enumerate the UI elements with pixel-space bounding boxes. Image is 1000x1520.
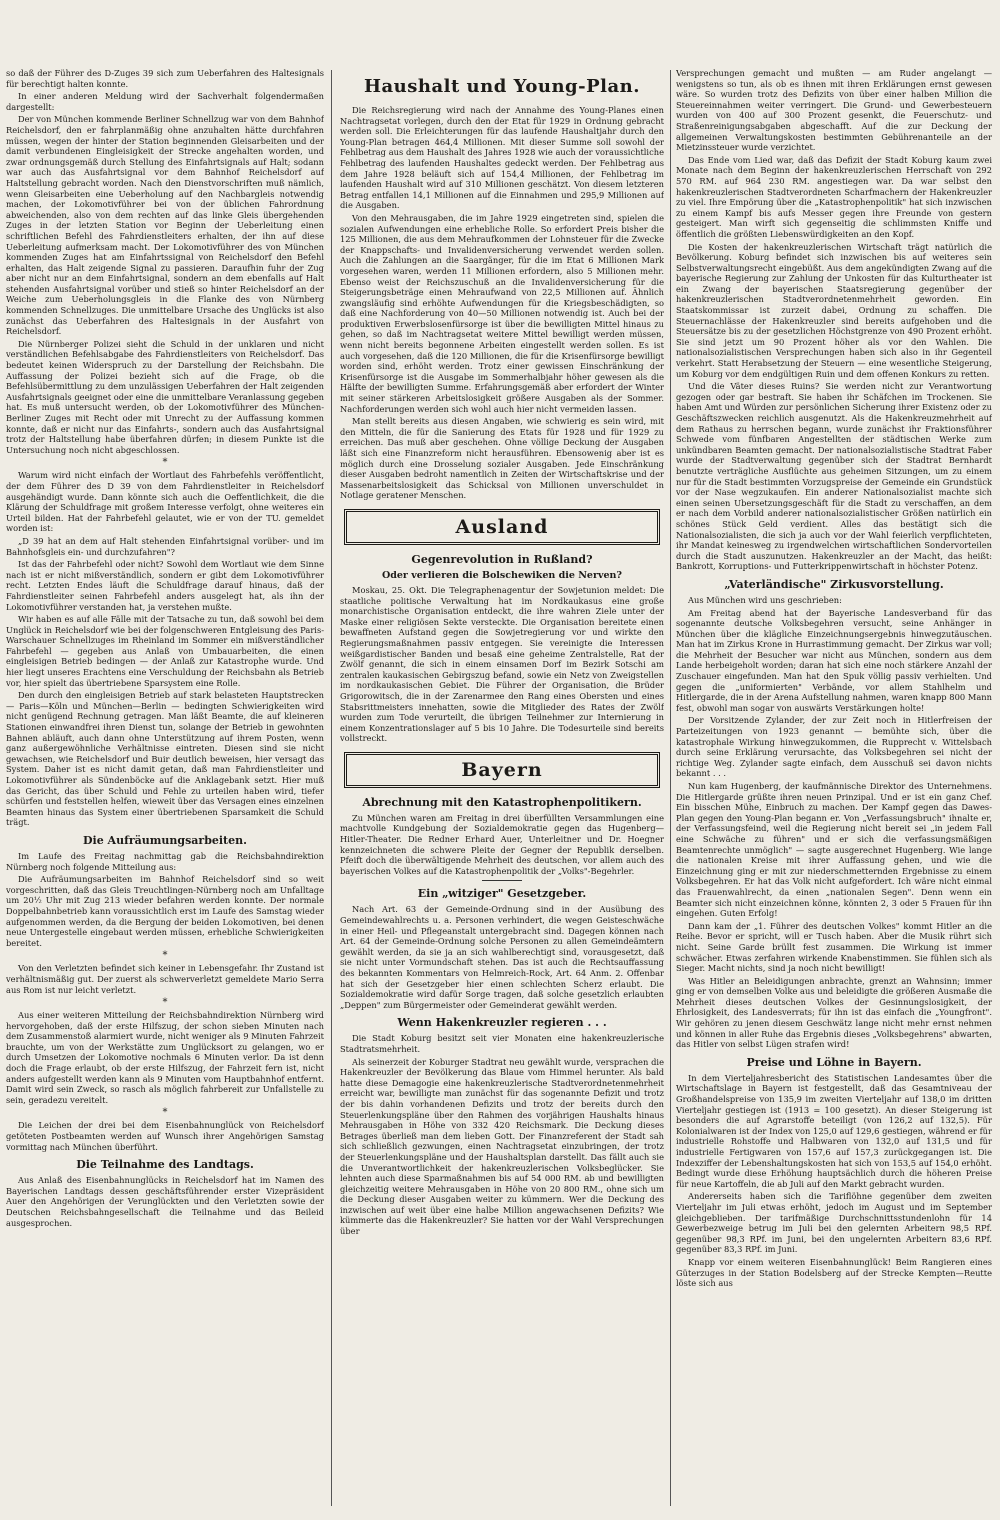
article-paragraph: Aus Anlaß des Eisenbahnunglücks in Reichelsdorf hat im Namen des Bayerischen Landtags dessen geschäftsführender erster Vizepräsident Auer den Angehörigen der Verunglückten und den Verletzten sowie der Deutschen Reichsbahngesellschaft die Teilnahme und das Beileid ausgesprochen. [6, 1175, 324, 1228]
article-headline: Gegenrevolution in Rußland? [411, 552, 593, 566]
separator-star: * [162, 457, 168, 469]
article-headline: Haushalt und Young-Plan. [364, 76, 640, 97]
article-paragraph: Das Ende vom Lied war, daß das Defizit der Stadt Koburg kaum zwei Monate nach dem Beginn der hakenkreuzlerischen Herrschaft von 292 570 RM. auf 964 230 RM. angestiegen war. Da war selbst den hakenkreuzlerischen Stadtverordneten Scharfmachern der Hakenkreuzler zu viel. Ihre Empörung über die „Katastrophenpolitik" hat sich inzwischen zu einem Kampf bis aufs Messer gegen ihre Freunde von gestern gesteigert. Man wirft sich gegenseitig die schlimmsten Kniffe und öffentlich die größten Liebenswürdigkeiten an den Kopf. [676, 154, 992, 239]
article-paragraph: Aus einer weiteren Mitteilung der Reichsbahndirektion Nürnberg wird hervorgehoben, daß der erste Hilfszug, der schon sieben Minuten nach dem Zusammenstoß alarmiert wurde, nicht weniger als 9 Minuten Fahrzeit brauchte, um von der Werkstätte zum Unglücksort zu gelangen, wo er durch Umsetzen der Lokomotive nochmals 6 Minuten verlor. Da ist denn doch die Frage erlaubt, ob der erste Hilfszug, der Fahrzeit fern ist, nicht anders aufgestellt werden kann als 9 Minuten vom Hauptbahnhof entfernt. Damit wird sein Zweck, so rasch als möglich fahrbereit zur Unfallstelle zu sein, geradezu vereitelt. [6, 1010, 324, 1105]
article-paragraph: Aus München wird uns geschrieben: [688, 594, 842, 605]
separator-star: * [162, 997, 168, 1009]
article-paragraph: Nun kam Hugenberg, der kaufmännische Direktor des Unternehmens. Die Hitlergarde grüßte ihren neuen Prinzipal. Und er ist ein ganz Chef. Ein bisschen Mühe, Einbruch zu machen. Der Kampf gegen das Dawes-Plan gegen den Young-Plan begann er. Von „Verfassungsbruch" ihnalte er, der Verfassungsfeind, weil die Regierung nicht bereit sei „in jedem Fall eine Schwäche zu führen" und er sich die verfassungsmäßigen Beamtenrechte unmöglich" — sagte ausgerechnet Hugenberg. Wie lange die nationalen Kreise mit ihrer Auffassung gehen, und wie die Einzeichnung ging er mit zur niederschmetternden Ergebnisse zu einem Volksbegehren. Er hat das Volk nicht aufgefordert. Ich wäre nicht einmal das Frauenwahlrecht, da einen „nationalen Segen". Denn wenn ein Beamter sich nicht einzeichnen könne, könnten 2, 3 oder 5 Frauen für ihn eingehen. Guten Erfolg! [676, 781, 992, 919]
article-headline: Abrechnung mit den Katastrophenpolitikern. [362, 795, 642, 809]
article-paragraph: so daß der Führer des D-Zuges 39 sich zum Ueberfahren des Haltesignals für berechtigt halten konnte. [6, 68, 324, 89]
article-paragraph: Die Leichen der drei bei dem Eisenbahnunglück von Reichelsdorf getöteten Postbeamten werden auf Wunsch ihrer Angehörigen Samstag vormittag nach München überführt. [6, 1120, 324, 1152]
article-paragraph: Die Nürnberger Polizei sieht die Schuld in der unklaren und nicht verständlichen Befehlsabgabe des Fahrdienstleiters von Reichelsdorf. Das bedeutet keinen Widerspruch zu der Darstellung der Reichsbahn. Die Auffassung der Polizei bezieht sich auf die Frage, ob die Befehlsübermittlung zu dem unzulässigen Ueberfahren der Halt zeigenden Ausfahrtsignals geeignet oder eine die unmittelbare Veranlassung gegeben hat. Es muß untersucht werden, ob der Lokomotivführer des München-Berliner Zuges mit Recht oder mit Unrecht zu der Auffassung kommen konnte, daß er nicht nur das Einfahrts-, sondern auch das Ausfahrtsignal trotz der Haltstellung habe überfahren dürfen; in diesem Punkte ist die Untersuchung noch nicht abgeschlossen. [6, 338, 324, 455]
article-paragraph: Warum wird nicht einfach der Wortlaut des Fahrbefehls veröffentlicht, der dem Führer des D 39 von dem Fahrdienstleiter in Reichelsdorf ausgehändigt wurde. Dann könnte sich auch die Oeffentlichkeit, die die Klärung der Schuldfrage mit großem Interesse verfolgt, ohne weiteres ein Urteil bilden. Hat der Fahrbefehl gelautet, wie er von der TU. gemeldet worden ist: [6, 470, 324, 534]
section-banner-bayern: Bayern [344, 752, 660, 788]
article-paragraph: Die Reichsregierung wird nach der Annahme des Young-Planes einen Nachtragsetat vorlegen, durch den der Etat für 1929 in Ordnung gebracht werden soll. Die Erleichterungen für das laufende Haushaltjahr durch den Young-Plan betragen 464,4 Millionen. Mit dieser Summe soll sowohl der Fehlbetrag aus dem Haushalt des Jahres 1928 wie auch der voraussichtliche Fehlbetrag des laufenden Haushaltes gedeckt werden. Der Fehlbetrag aus dem Jahre 1928 beläuft sich auf 154,4 Millionen, der Fehlbetrag im laufenden Haushalt wird auf 310 Millionen geschätzt. Von diesem letzteren Betrag entfallen 14,1 Millionen auf die Einnahmen und 295,9 Millionen auf die Ausgaben. [340, 105, 664, 211]
article-paragraph: Von den Verletzten befindet sich keiner in Lebensgefahr. Ihr Zustand ist verhältnismäßig gut. Der zuerst als schwerverletzt gemeldete Mario Serra aus Rom ist nur leicht verletzt. [6, 963, 324, 995]
column-left [6, 68, 324, 1508]
column-divider [670, 70, 671, 1506]
article-paragraph: Im Laufe des Freitag nachmittag gab die Reichsbahndirektion Nürnberg noch folgende Mitteilung aus: [6, 850, 324, 872]
article-paragraph: In einer anderen Meldung wird der Sachverhalt folgendermaßen dargestellt: [6, 91, 324, 112]
article-paragraph: Die Aufräumungsarbeiten im Bahnhof Reichelsdorf sind so weit vorgeschritten, daß das Gleis Treuchtlingen-Nürnberg noch am Unfalltage um 20½ Uhr mit Zug 213 wieder befahren werden konnte. Der normale Doppelbahnbetrieb kann voraussichtlich erst im Laufe des Samstag wieder aufgenommen werden, da die Bergung der beiden Lokomotiven, bei denen neue Untergestelle eingebaut werden müssen, erhebliche Schwierigkeiten bereitet. [6, 874, 324, 948]
article-paragraph: Knapp vor einem weiteren Eisenbahnunglück! Beim Rangieren eines Güterzuges in der Station Bodelsberg auf der Strecke Kempten—Reutte löste sich aus [676, 1256, 992, 1289]
article-paragraph: In dem Vierteljahresbericht des Statistischen Landesamtes über die Wirtschaftslage in Bayern ist festgestellt, daß das Gesamtniveau der Großhandelspreise von 135,9 im zweiten Vierteljahr auf 138,0 im dritten Vierteljahr gestiegen ist (1913 = 100 gesetzt). An dieser Steigerung ist besonders die auf Agrarstoffe beteiligt (von 126,2 auf 132,5). Für Kolonialwaren ist der Index von 125,0 auf 129,6 gestiegen, während er für industrielle Rohstoffe und Halbwaren von 132,0 auf 131,5 und für industrielle Fertigwaren von 157,6 auf 157,3 zurückgegangen ist. Die Indexziffer der Lebenshaltungskosten hat sich von 153,5 auf 154,0 erhöht. Bedingt wurde diese Erhöhung hauptsächlich durch die höheren Preise für neue Kartoffeln, die ab Juli auf den Markt gebracht wurden. [676, 1072, 992, 1189]
section-heading: Die Aufräumungsarbeiten. [83, 833, 247, 847]
article-paragraph: Am Freitag abend hat der Bayerische Landesverband für das sogenannte deutsche Volksbegehren versucht, seine Anhänger in München über die klägliche Einzeichnungsergebnis hinwegzutäuschen. Man hat im Zirkus Krone in Hurrastimmung gemacht. Der Zirkus war voll; die Mehrheit der Besucher war nicht aus München, sondern aus dem Lande herbeigeholt worden; daran hat sich eine noch stärkere Anzahl der Zuschauer eingefunden. Man hat den Spuk völlig passiv verhielten. Und gegen die „uniformierten" Verbände, vor allem Stahlhelm und Hitlergarde, die in der Arena Aufstellung nahmen, waren knapp 800 Mann fest, obwohl man sogar von auswärts Verstärkungen holte! [676, 607, 992, 713]
article-headline: Ein „witziger" Gesetzgeber. [417, 887, 587, 901]
article-paragraph: Was Hitler an Beleidigungen anbrachte, grenzt an Wahnsinn; immer ging er von demselben Volke aus und beleidigte die größeren Ausmaße die Mehrheit dieses deutschen Volkes der Gesinnungslosigkeit, der Ehrlosigkeit, des Landesverrats; für ihn ist das einfach die „Youngfront". Wir gehören zu jenen diesem Geschwätz lange nicht mehr ernst nehmen und können in aller Ruhe das Ergebnis dieses „Volksbegehrens" abwarten, das Hitler von selbst Lügen strafen wird! [676, 975, 992, 1050]
article-paragraph: „D 39 hat an dem auf Halt stehenden Einfahrtsignal vorüber- und im Bahnhofsgleis ein- und durchzufahren"? [6, 535, 324, 557]
article-paragraph: Den durch den eingleisigen Betrieb auf stark belasteten Hauptstrecken — Paris—Köln und München—Berlin — bedingten Schwierigkeiten wird nicht genügend Rechnung getragen. Man läßt Beamte, die auf kleineren Stationen einwandfrei ihren Dienst tun, solange der Betrieb in gewohnten Bahnen abläuft, auch dann ohne Unterstützung auf ihrem Posten, wenn ganz außergewöhnliche Verhältnisse eintreten. Diesen sind sie nicht gewachsen, wie Reichelsdorf und Buir deutlich beweisen, hier versagt das System. Daher ist es nicht damit getan, daß man Fahrdienstleiter und Lokomotivführer als Sündenböcke auf die Anklagebank setzt. Hier muß das Gericht, das über Schuld und Fehle zu urteilen haben wird, tiefer schürfen und feststellen helfen, wieweit über das Versagen eines einzelnen Beamten hinaus das System einer übertriebenen Sparsamkeit die Schuld trägt. [6, 690, 324, 828]
article-paragraph: Die Stadt Koburg besitzt seit vier Monaten eine hakenkreuzlerische Stadtratsmehrheit. [340, 1033, 664, 1054]
article-paragraph: Die Kosten der hakenkreuzlerischen Wirtschaft trägt natürlich die Bevölkerung. Koburg befindet sich inzwischen bis auf weiteres sein Selbstverwaltungsrecht eingebüßt. Aus dem angekündigten Zwang auf die bayerische Regierung zur Zahlung der Unkosten für das Kulturtheater ist ein Zwang der bayerischen Staatsregierung gegenüber der hakenkreuzlerischen Stadtverordnetenmehrheit geworden. Ein Staatskommissar ist zurzeit dabei, Ordnung zu schaffen. Die Steuernachlässe der Hakenkreuzler sind bereits aufgehoben und die Steuersätze bis zu der gesetzlichen Höchstgrenze von 490 Prozent erhöht. Sie sind jetzt um 90 Prozent höher als vor den Wahlen. Die nationalsozialistischen Versprechungen haben sich also in ihr Gegenteil verkehrt. Statt Herabsetzung der Steuern — eine wesentliche Steigerung, um Koburg vor dem endgültigen Ruin und dem offenen Konkurs zu retten. [676, 241, 992, 379]
article-paragraph: Der Vorsitzende Zylander, der zur Zeit noch in Hitlerfreisen der Parteizeitungen von 1923 genannt — bemühte sich, über die katastrophale Wirkung hinwegzukommen, die Rupprecht v. Wittelsbach durch seine Erklärung verursachte, das Volksbegehren sei nicht der richtige Weg. Zylander sagte einfach, dem Ausschuß sei davon nichts bekannt . . . [676, 715, 992, 779]
column-divider [331, 70, 332, 1506]
divider [482, 880, 522, 881]
article-paragraph: Der von München kommende Berliner Schnellzug war von dem Bahnhof Reichelsdorf, den er fahrplanmäßig ohne anzuhalten hätte durchfahren müssen, wegen der hinter der Station beginnenden Gleisarbeiten und der damit verbundenen Eingleisigkeit der Strecke angehalten worden, und zwar ordnungsgemäß durch Stellung des Einfahrtsignals auf Halt; sodann war auch das Ausfahrtsignal vor dem Bahnhof Reichelsdorf auf Haltstellung gebracht worden. Nach den Dienstvorschriften muß nämlich, wenn Gleisarbeiten eine Ueberholung auf den Nachbargleis notwendig machen, der Lokomotivführer bei von der üblichen Fahrordnung abweichenden, also von dem rechten auf das linke Gleis übergehenden Zuges in der letzten Station vor Beginn der Ueberleitung einen schriftlichen Befehl des Fahrdienstleiters erhalten, der ihn auf diese Ueberleitung aufmerksam macht. Der Lokomotivführer des von München kommenden Zuges hat am Einfahrtssignal von Reichelsdorf den Befehl erhalten, das Halt zeigende Signal zu passieren. Daraufhin fuhr der Zug aber nicht nur an dem Einfahrtsignal, sondern an dem ebenfalls auf Halt stehenden Ausfahrtsignal vorüber und stieß so hinter Reichelsdorf an der Weiche zum Ueberholungsgleis in die Flanke des von Nürnberg kommenden Schnellzuges. Die unmittelbare Ursache des Unglücks ist also zunächst das Ueberfahren des Haltesignals in der Ausfahrt von Reichelsdorf. [6, 114, 324, 337]
article-paragraph: Und die Väter dieses Ruins? Sie werden nicht zur Verantwortung gezogen oder gar bestraft. Sie haben ihr Schäfchen im Trockenen. Sie haben Amt und Würden zur persönlichen Sicherung ihrer Existenz oder zu Geschäftszwecken reichlich ausgenutzt. Als die Hakenkreuzmehrheit auf dem Rathaus zu herrschen begann, wurde zunächst ihr Fraktionsführer Schwede vom fünfbaren Angestellten der städtischen Werke zum unkündbaren Beamten gemacht. Der nationalsozialistische Stadtrat Faber wurde der Stadtverwaltung gegenüber sich der Stadtrat Bernhardt benutzte verträgliche Ausflüchte aus geheimen Sitzungen, um zu einem nur für die Stadt bestimmten Vorzugspreise der Gemeinde ein Grundstück vor der Nase wegzukaufen. Ein anderer Nationalsozialist machte sich einen seinen Ubersetzungsgeschäft für die Stadt zu verschaffen, an dem er nach dem Vorbild anderer nationalsozialistischer Größen natürlich ein schönes Stück Geld verdient. Alles das bestätigt sich die Nationalsozialisten, die sich ja auch vor der Wahl feierlich verpflichteten, ihr Mandat keinesweg zu irgendwelchen wirtschaftlichen Sondervorteilen durch die Stadt auszunutzen. Hakenkreuzler an der Macht, das heißt: Bankrott, Korruptions- und Futterkrippenwirtschaft in höchster Potenz. [676, 381, 992, 572]
article-paragraph: Wir haben es auf alle Fälle mit der Tatsache zu tun, daß sowohl bei dem Unglück in Reichelsdorf wie bei der folgenschweren Entgleisung des Paris-Warschauer Schnellzuges im Rheinland im Sommer ein mißverständlicher Fahrbefehl — gegeben aus Anlaß von Umbauarbeiten, die einen eingleisigen Betrieb bedingen — der Anlaß zur Katastrophe wurde. Und hier liegt unseres Erachtens eine Verschuldung der Reichsbahn als Betrieb vor, hier spielt das übertriebene Sparsystem eine Rolle. [6, 614, 324, 688]
article-paragraph: Versprechungen gemacht und mußten — am Ruder angelangt — wenigstens so tun, als ob es ihnen mit ihren Erklärungen ernst gewesen wäre. So wurden trotz des Defizits von über einer halben Million die Steuereinnahmen weiter verringert. Die Grund- und Gewerbesteuern wurden von 400 auf 300 Prozent gesenkt, die Feuerschutz- und Straßenreinigungsabgaben abgeschafft. Auf die zur Deckung der allgemeinen Verwaltungskosten bestimmten Gebührenanteile an der Mietzinssteuer wurde verzichtet. [676, 68, 992, 153]
article-headline: Wenn Hakenkreuzler regieren . . . [397, 1016, 607, 1030]
article-paragraph: Andererseits haben sich die Tariflöhne gegenüber dem zweiten Vierteljahr im Juli etwas erhöht, jedoch im August und im September gleichgeblieben. Der tarifmäßige Durchschnittsstundenlohn für 14 Gewerbezweige betrug im Juli bei den gelernten Arbeitern 98,5 RPf. gegenüber 98,3 RPf. im Juni, bei den ungelernten Arbeitern 83,6 RPf. gegenüber 83,3 RPf. im Juni. [676, 1191, 992, 1255]
article-headline: Preise und Löhne in Bayern. [746, 1055, 922, 1069]
article-subheadline: Oder verlieren die Bolschewiken die Nerven? [381, 569, 623, 581]
article-paragraph: Ist das der Fahrbefehl oder nicht? Sowohl dem Wortlaut wie dem Sinne nach ist er nicht mißverständlich, sondern er gibt dem Lokomotivführer recht. Letzten Endes läuft die Schuldfrage darauf hinaus, daß der Fahrdienstleiter seinen Fahrbefehl anders ausgelegt hat, als ihn der Lokomotivführer verstanden hat, ja verstehen mußte. [6, 559, 324, 612]
article-paragraph: Moskau, 25. Okt. Die Telegraphenagentur der Sowjetunion meldet: Die staatliche politische Verwaltung hat im Nordkaukasus eine große monarchistische Organisation entdeckt, die ihre wahren Ziele unter der Maske einer religiösen Sekte versteckte. Die Organisation bereitete einen bewaffneten Aufstand gegen die Sowjetregierung vor und wirkte den Regierungsmaßnahmen passiv entgegen. Sie vereinigte die Interessen weißgardistischer Banden und besaß eine geheime Zentralstelle, Rat der Zwölf genannt, die sich in einem einsamen Dorf im Bezirk Sotschi am zentralen kaukasischen Gebirgszug befand, sowie ein Netz von Zweigstellen im nordkaukasischen Gebiet. Die Führer der Organisation, die Brüder Grigorowitsch, die in der Zarenarmee den Rang eines Obersten und eines Stabsrittmeisters innehatten, sowie die Mitglieder des Rates der Zwölf wurden zum Tode verurteilt, die übrigen Teilnehmer zur Internierung in einem Konzentrationslager auf 5 bis 10 Jahre. Die Todesurteile sind bereits vollstreckt. [340, 584, 664, 744]
article-paragraph: Als seinerzeit der Koburger Stadtrat neu gewählt wurde, versprachen die Hakenkreuzler der Bevölkerung das Blaue vom Himmel herunter. Als bald hatte diese Demagogie eine hakenkreuzlerische Stadtverordnetenmehrheit erreicht war, bewilligte man zunächst für das sogenannte Defizit und trotz der bis dahin vorhandenen Defizits und trotz der bereits durch den Steuerlenkungspläne über den Rahmen des vorjährigen Haushalts hinaus Mehrausgaben in Höhe von 332 420 Reichsmark. Die Deckung dieses Betrages überließ man dem lieben Gott. Der Finanzreferent der Stadt sah sich schließlich gezwungen, einen Nachtragsetat einzubringen, der trotz der Steuerlenkungspläne und der Haushaltsplan darstellt. Das fällt auch sie die Unverantwortlichkeit der hakenkreuzlerischen Volksbeglücker. Sie lehnten auch diese Sparmaßnahmen bis auf 54 000 RM. ab und bewilligten gleichzeitig weitere Mehrausgaben in Höhe von 20 800 RM., ohne sich um die Deckung dieser Ausgaben weiter zu kümmern. Wer die Deckung des inzwischen auf weit über eine halbe Million angewachsenen Defizits? Wie kümmerte das die Hakenkreuzler? Sie hatten vor der Wahl Versprechungen über [340, 1056, 664, 1237]
separator-star: * [162, 1107, 168, 1119]
column-middle [340, 68, 664, 1508]
article-paragraph: Von den Mehrausgaben, die im Jahre 1929 eingetreten sind, spielen die sozialen Aufwendungen eine erhebliche Rolle. So erfordert Preis bisher die 125 Millionen, die aus dem Mehraufkommen der Lohnsteuer für die Zwecke der Knappschafts- und Invalidenversicherung verwendet werden sollen. Auch die Zahlungen an die Saargänger, für die im Etat 6 Millionen Mark vorgesehen waren, werden 11 Millionen erfordern, also 5 Millionen mehr. Ebenso weist der Reichszuschuß an die Invalidenversicherung für die Steigerungsbeträge einen Mehraufwand von 22,5 Millionen auf. Ähnlich zwangsläufig sind erhöhte Aufwendungen für die Kriegsbeschädigten, so daß eine Nachforderung von 40—50 Millionen notwendig ist. Auch bei der produktiven Erwerbslosenfürsorge ist über die bewilligten Mittel hinaus zu gehen, so daß im Nachtragsetat weitere Mittel bewilligt werden müssen, wenn nicht bereits begonnene Arbeiten eingestellt werden sollen. Es ist auch vorgesehen, daß die 120 Millionen, die für die Krisenfürsorge bewilligt worden sind, erhöht werden. Trotz einer gewissen Einschränkung der Krisenfürsorge ist die Ausgabe im Sommerhalbjahr höher gewesen als die Hälfte der bewilligten Summe. Erfahrungsgemäß aber erfordert der Winter mit seiner stärkeren Arbeitslosigkeit größere Ausgaben als der Sommer. Nachforderungen werden sich wohl auch hier nicht vermeiden lassen. [340, 212, 664, 414]
article-paragraph: Dann kam der „1. Führer des deutschen Volkes" kommt Hitler an die Reihe. Bevor er spricht, will er Tusch haben. Aber die Musik rührt sich nicht. Seine Garde brüllt fest zusammen. Die Wirkung ist immer schwächer. Etwas zerfahren wirkende Knabenstimmen. Sie fühlen sich als Sieger. Macht nichts, sind ja noch nicht bewilligt! [676, 920, 992, 974]
article-headline: „Vaterländische" Zirkusvorstellung. [724, 577, 944, 591]
section-heading: Die Teilnahme des Landtags. [76, 1158, 254, 1172]
article-paragraph: Man stellt bereits aus diesen Angaben, wie schwierig es sein wird, mit den Mitteln, die für die Sanierung des Etats für 1928 und für 1929 zu erreichen. Das muß aber geschehen. Ohne völlige Deckung der Ausgaben läßt sich eine Finanzreform nicht herausführen. Ebensowenig aber ist es möglich durch eine Drosselung sozialer Ausgaben. Jede Einschränkung dieser Ausgaben bedroht namentlich in Zeiten der Wirtschaftskrise und der Massenarbeitslosigkeit das Schicksal von Millionen unverschuldet in Notlage geratener Menschen. [340, 416, 664, 501]
section-banner-ausland: Ausland [344, 509, 660, 545]
separator-star: * [162, 950, 168, 962]
article-paragraph: Zu München waren am Freitag in drei überfüllten Versammlungen eine machtvolle Kundgebung der Sozialdemokratie gegen das Hugenberg—Hitler-Theater. Die Redner Erhard Auer, Unterleitner und Dr. Hoegner kennzeichneten die schwere Pleite der Gegner der Republik derselben. Pfeift doch die überwältigende Mehrheit des deutschen, vor allem auch des bayerischen Volkes auf die Katastrophenpolitik der „Volks"-Begehrler. [340, 812, 664, 876]
article-paragraph: Nach Art. 63 der Gemeinde-Ordnung sind in der Ausübung des Gemeindewahlrechts u. a. Personen verhindert, die wegen Geisteschwäche in einer Heil- und Pflegeanstalt untergebracht sind. Dagegen können nach Art. 64 der Gemeinde-Ordnung solche Personen zu allen Gemeindeämtern gewählt werden, da sie ja an sich wahlberechtigt sind, vorausgesetzt, daß sie nicht unter Vormundschaft stehen. Das ist auch die Rechtsauffassung des bekannten Kommentars von Helmreich-Rock, Art. 64 Anm. 2. Offenbar hat sich der Gesetzgeber hier einen schlechten Scherz erlaubt. Die Sozialdemokratie wird dafür Sorge tragen, daß solche gesetzlich erlaubten „Deppen" zum Bürgermeister oder Gemeinderat gewählt werden. [340, 904, 664, 1010]
column-right [676, 68, 992, 1508]
